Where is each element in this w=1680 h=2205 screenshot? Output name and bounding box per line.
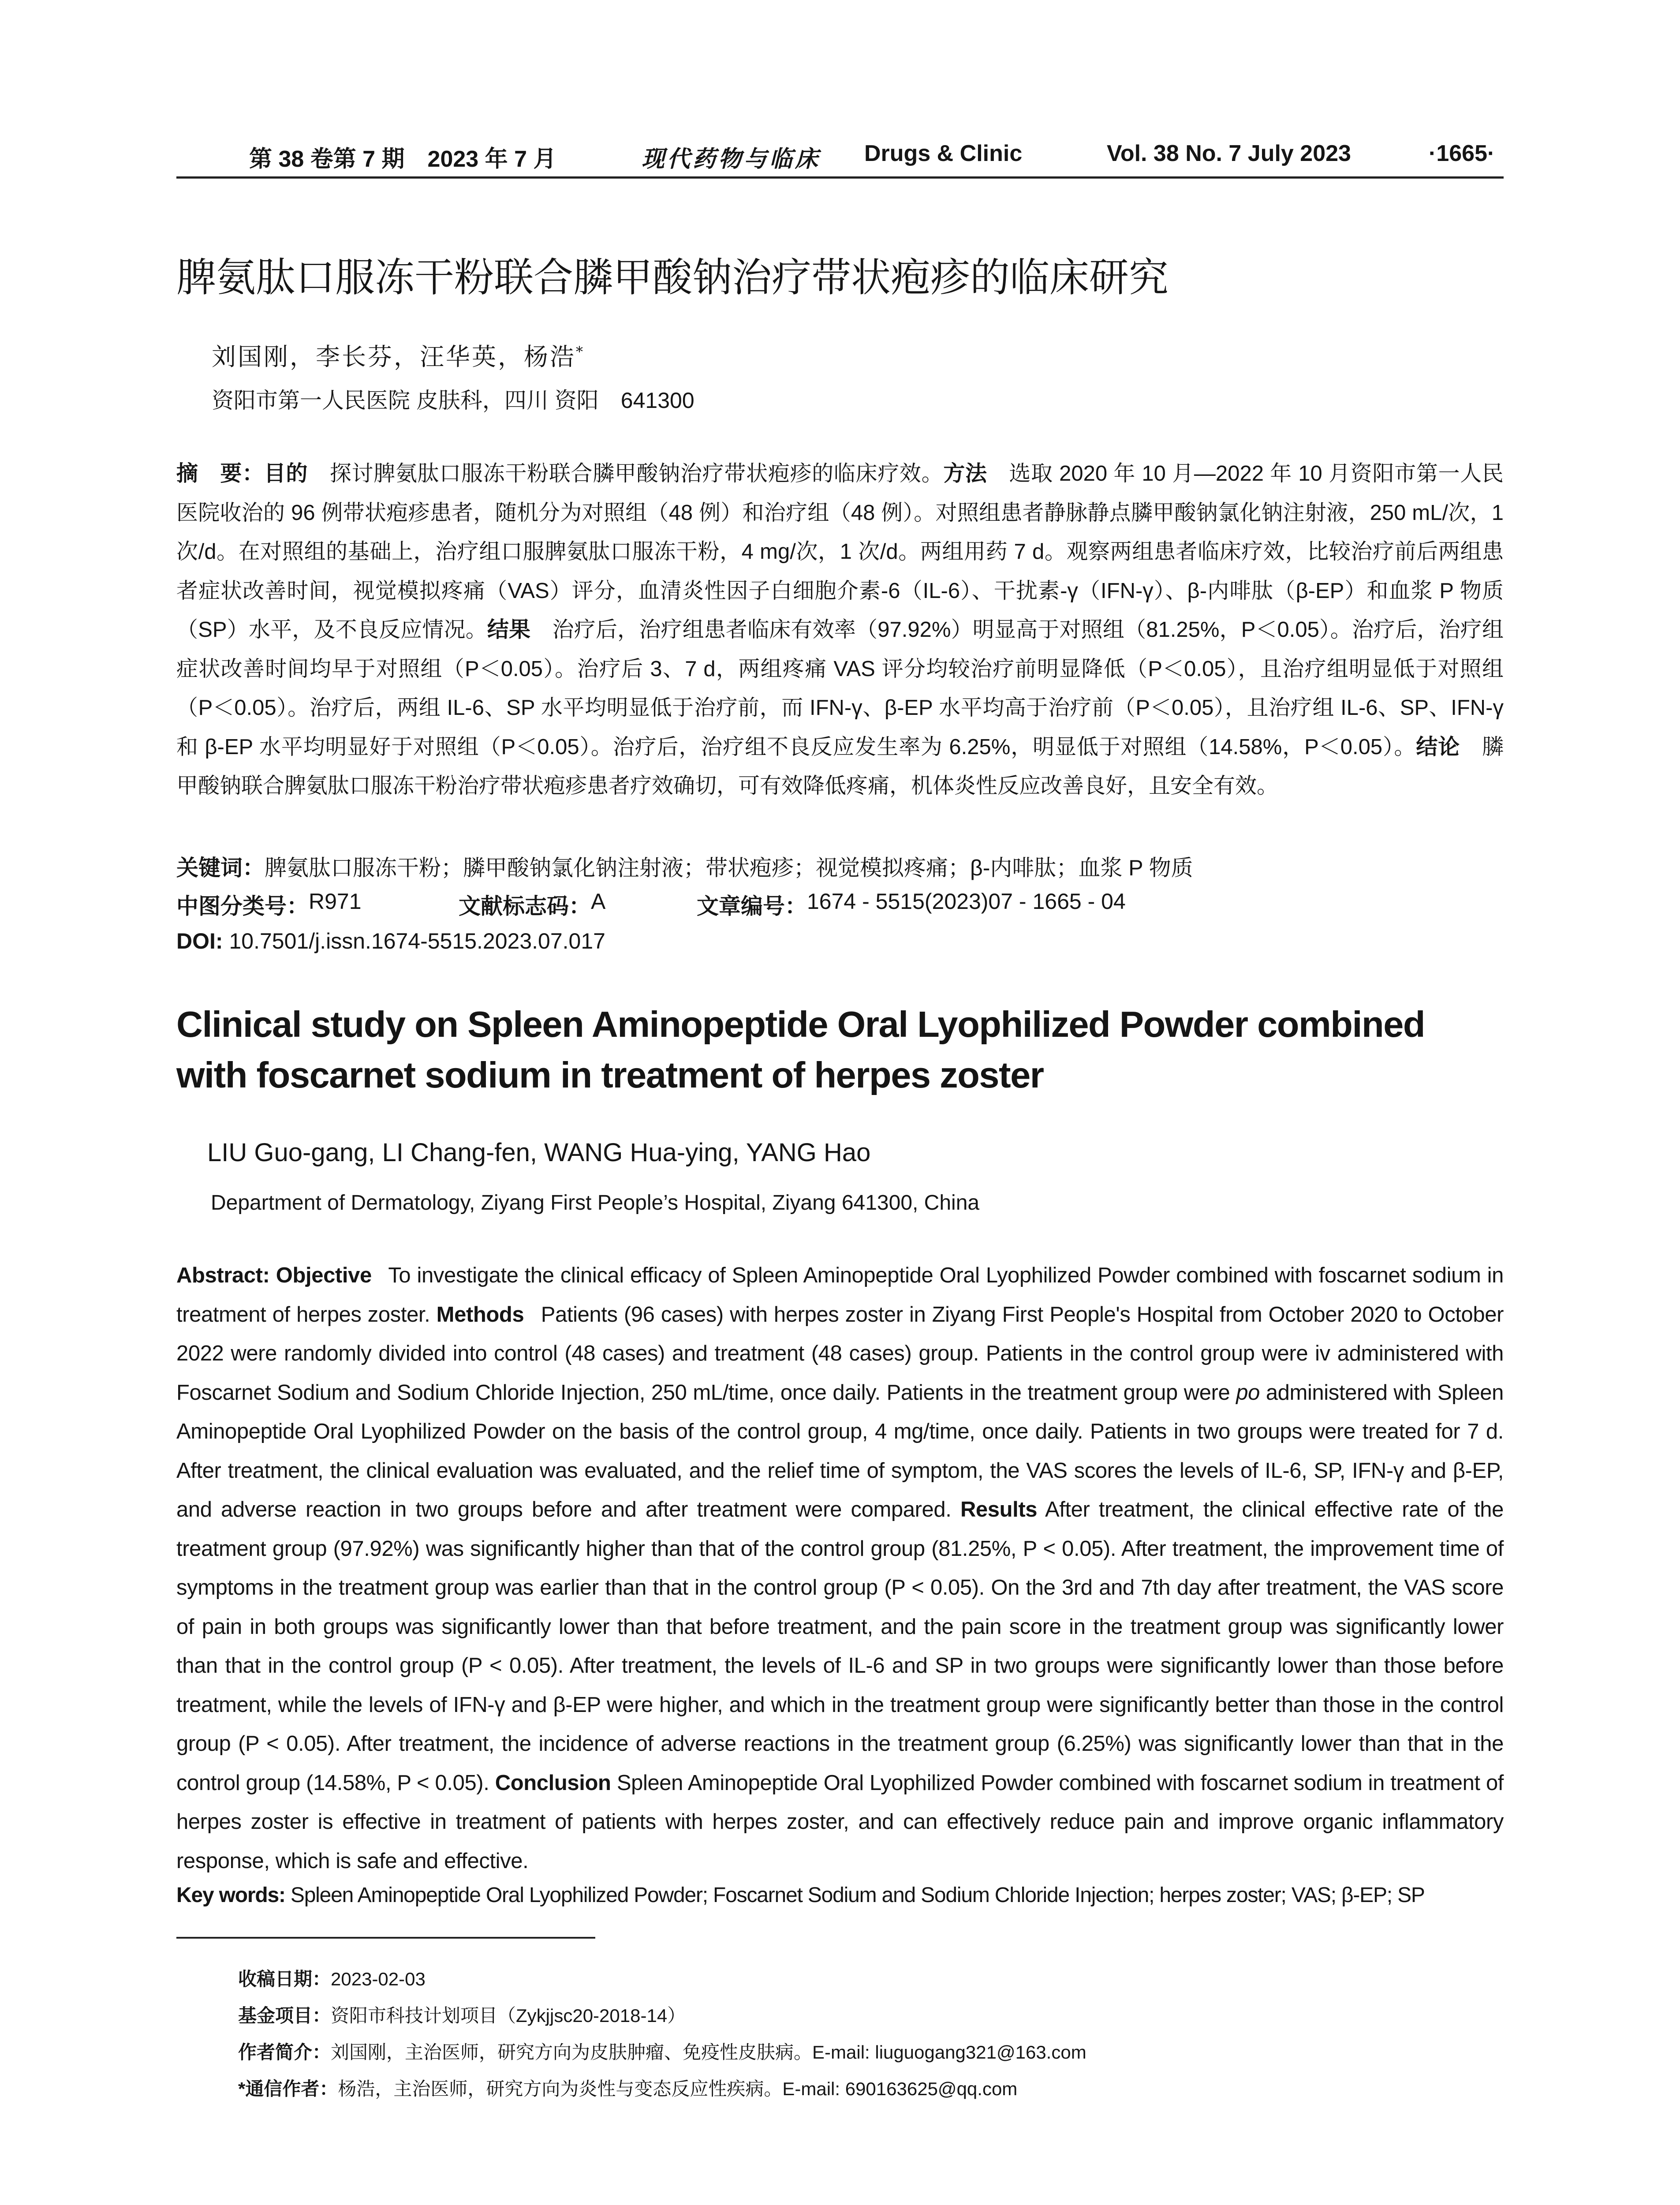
authors-cn-names: 刘国刚，李长芬，汪华英，杨浩 xyxy=(212,343,576,371)
article-number xyxy=(697,889,1126,920)
keywords-en-label: Key words: xyxy=(176,1884,285,1907)
keywords-cn-label: 关键词： xyxy=(176,856,265,880)
corresponding-label: *通信作者： xyxy=(238,2078,338,2099)
authors-cn xyxy=(212,337,585,372)
footnote-rule xyxy=(176,1937,595,1939)
conclusion-text-cn: 膦甲酸钠联合脾氨肽口服冻干粉治疗带状疱疹患者疗效确切，可有效降低疼痛，机体炎性反应改善良好，且安全有效。 xyxy=(176,735,1504,798)
header-page-number: ·1665· xyxy=(1429,141,1495,166)
objective-text-en: To investigate the clinical efficacy of Spleen Aminopeptide Oral Lyophilized Powder combined with foscarnet sodium in treatment of herpes zoster. xyxy=(176,1263,1504,1327)
conclusion-label-cn: 结论 xyxy=(1416,735,1460,759)
fund-label: 基金项目： xyxy=(238,2005,331,2026)
footnote-fund xyxy=(238,2001,686,2028)
received-date: 2023-02-03 xyxy=(331,1969,426,1989)
header-volume-cn: 第 38 卷第 7 期 2023 年 7 月 xyxy=(249,146,556,172)
methods-text-en-2: administered with Spleen Aminopeptide Oral Lyophilized Powder on the basis of the control group, 4 mg/time, once daily. Patients in two groups were treated for 7 d. After treatment, the clinical evaluation was evaluated, and the relief time of symptom, the VAS scores the levels of IL-6, SP, IFN-γ and β-EP, and adverse reaction in two groups before and after treatment were compared. xyxy=(176,1380,1504,1521)
po-abbrev: po xyxy=(1236,1380,1260,1405)
results-label-cn: 结果 xyxy=(487,618,531,642)
received-label: 收稿日期： xyxy=(238,1969,331,1989)
footnote-corresponding xyxy=(238,2074,1017,2101)
results-label-en: Results xyxy=(960,1498,1038,1521)
doi xyxy=(176,928,605,954)
running-header xyxy=(176,140,1504,180)
header-rule xyxy=(176,176,1504,179)
footnote-author xyxy=(238,2038,1086,2064)
title-cn: 脾氨肽口服冻干粉联合膦甲酸钠治疗带状疱疹的临床研究 xyxy=(176,256,1169,300)
keywords-en xyxy=(176,1883,1521,1907)
conclusion-text-en: Spleen Aminopeptide Oral Lyophilized Powder combined with foscarnet sodium in treatment of herpes zoster is effective in treatment of patients with herpes zoster, and can effectively reduce pain and improve organic inflammatory response, which is safe and effective. xyxy=(176,1771,1504,1873)
keywords-cn xyxy=(176,850,1504,882)
header-volume-en: Vol. 38 No. 7 July 2023 xyxy=(1107,141,1351,166)
doc-code xyxy=(459,889,606,920)
authors-en: LIU Guo-gang, LI Chang-fen, WANG Hua-ying, YANG Hao xyxy=(207,1138,871,1167)
doc-label: 文献标志码： xyxy=(459,894,591,919)
methods-label-en: Methods xyxy=(436,1302,524,1327)
objective-label-cn: 目的 xyxy=(264,462,308,486)
header-journal-en: Drugs & Clinic xyxy=(864,141,1023,166)
keywords-cn-text: 脾氨肽口服冻干粉；膦甲酸钠氯化钠注射液；带状疱疹；视觉模拟疼痛；β-内啡肽；血浆 P 物质 xyxy=(265,856,1193,880)
title-en: Clinical study on Spleen Aminopeptide Oral Lyophilized Powder combined with foscarnet sodium in treatment of herpes zoster xyxy=(176,1004,1425,1095)
results-text-en: After treatment, the clinical effective rate of the treatment group (97.92%) was significantly higher than that of the control group (81.25%, P < 0.05). After treatment, the improvement time of symptoms in the treatment group was earlier than that in the control group (P < 0.05). On the 3rd and 7th day after treatment, the VAS score of pain in both groups was significantly lower than that before treatment, and the pain score in the treatment group was significantly lower than that in the control group (P < 0.05). After treatment, the levels of IL-6 and SP in two groups were significantly lower than those before treatment, while the levels of IFN-γ and β-EP were higher, and which in the treatment group were significantly better than those in the control group (P < 0.05). After treatment, the incidence of adverse reactions in the treatment group (6.25%) was significantly lower than that in the control group (14.58%, P < 0.05). xyxy=(176,1498,1504,1795)
clc-value: R971 xyxy=(309,889,362,914)
author-label: 作者简介： xyxy=(238,2042,331,2063)
methods-text-cn: 选取 2020 年 10 月—2022 年 10 月资阳市第一人民医院收治的 96 例带状疱疹患者，随机分为对照组（48 例）和治疗组（48 例）。对照组患者静脉静点膦甲酸钠氯化钠注射液，250 mL/次，1 次/d。在对照组的基础上，治疗组口服脾氨肽口服冻干粉，4 mg/次，1 次/d。两组用药 7 d。观察两组患者临床疗效，比较治疗前后两组患者症状改善时间，视觉模拟疼痛（VAS）评分，血清炎性因子白细胞介素-6（IL-6）、干扰素-γ（IFN-γ）、β-内啡肽（β-EP）和血浆 P 物质（SP）水平，及不良反应情况。 xyxy=(176,462,1504,642)
clc-code xyxy=(176,889,362,920)
fund-text: 资阳市科技计划项目（Zykjjsc20-2018-14） xyxy=(331,2005,686,2026)
article-value: 1674 - 5515(2023)07 - 1665 - 04 xyxy=(807,889,1126,914)
objective-label-en: Objective xyxy=(276,1263,372,1287)
affiliation-en: Department of Dermatology, Ziyang First People’s Hospital, Ziyang 641300, China xyxy=(211,1191,980,1215)
results-text-cn: 治疗后，治疗组患者临床有效率（97.92%）明显高于对照组（81.25%，P＜0.05）。治疗后，治疗组症状改善时间均早于对照组（P＜0.05）。治疗后 3、7 d，两组疼痛 VAS 评分均较治疗前明显降低（P＜0.05），且治疗组明显低于对照组（P＜0.05）。治疗后，两组 IL-6、SP 水平均明显低于治疗前，而 IFN-γ、β-EP 水平均高于治疗前（P＜0.05），且治疗组 IL-6、SP、IFN-γ 和 β-EP 水平均明显好于对照组（P＜0.05）。治疗后，治疗组不良反应发生率为 6.25%，明显低于对照组（14.58%，P＜0.05）。 xyxy=(176,618,1504,759)
corresponding-text: 杨浩，主治医师，研究方向为炎性与变态反应性疾病。E-mail: 690163625@qq.com xyxy=(338,2078,1018,2099)
abstract-cn xyxy=(176,454,1504,806)
keywords-en-text: Spleen Aminopeptide Oral Lyophilized Powder; Foscarnet Sodium and Sodium Chloride Injection; herpes zoster; VAS; β-EP; SP xyxy=(290,1884,1425,1907)
objective-text-cn: 探讨脾氨肽口服冻干粉联合膦甲酸钠治疗带状疱疹的临床疗效。 xyxy=(329,462,944,486)
methods-label-cn: 方法 xyxy=(943,462,987,486)
author-text: 刘国刚，主治医师，研究方向为皮肤肿瘤、免疫性皮肤病。E-mail: liuguogang321@163.com xyxy=(331,2042,1086,2063)
header-journal-cn: 现代药物与临床 xyxy=(642,146,821,172)
clc-label: 中图分类号： xyxy=(176,894,309,919)
abstract-en xyxy=(176,1256,1504,1880)
classification-row xyxy=(176,889,1504,919)
abstract-cn-label: 摘 要： xyxy=(176,462,264,486)
article-label: 文章编号： xyxy=(697,894,807,919)
doi-label: DOI: xyxy=(176,929,223,953)
doi-link[interactable]: 10.7501/j.issn.1674-5515.2023.07.017 xyxy=(229,929,605,953)
affiliation-cn: 资阳市第一人民医院 皮肤科，四川 资阳 641300 xyxy=(212,388,694,413)
methods-text-en: Patients (96 cases) with herpes zoster in Ziyang First People's Hospital from October 2020 to October 2022 were randomly divided into control (48 cases) and treatment (48 cases) group. Patients in the control group were iv administered with Foscarnet Sodium and Sodium Chloride Injection, 250 mL/time, once daily. Patients in the treatment group were xyxy=(176,1302,1504,1405)
abstract-en-label: Abstract: xyxy=(176,1263,270,1287)
conclusion-label-en: Conclusion xyxy=(495,1771,611,1795)
footnote-received xyxy=(238,1965,426,1991)
doc-value: A xyxy=(591,889,606,914)
corresponding-mark: * xyxy=(576,343,585,360)
